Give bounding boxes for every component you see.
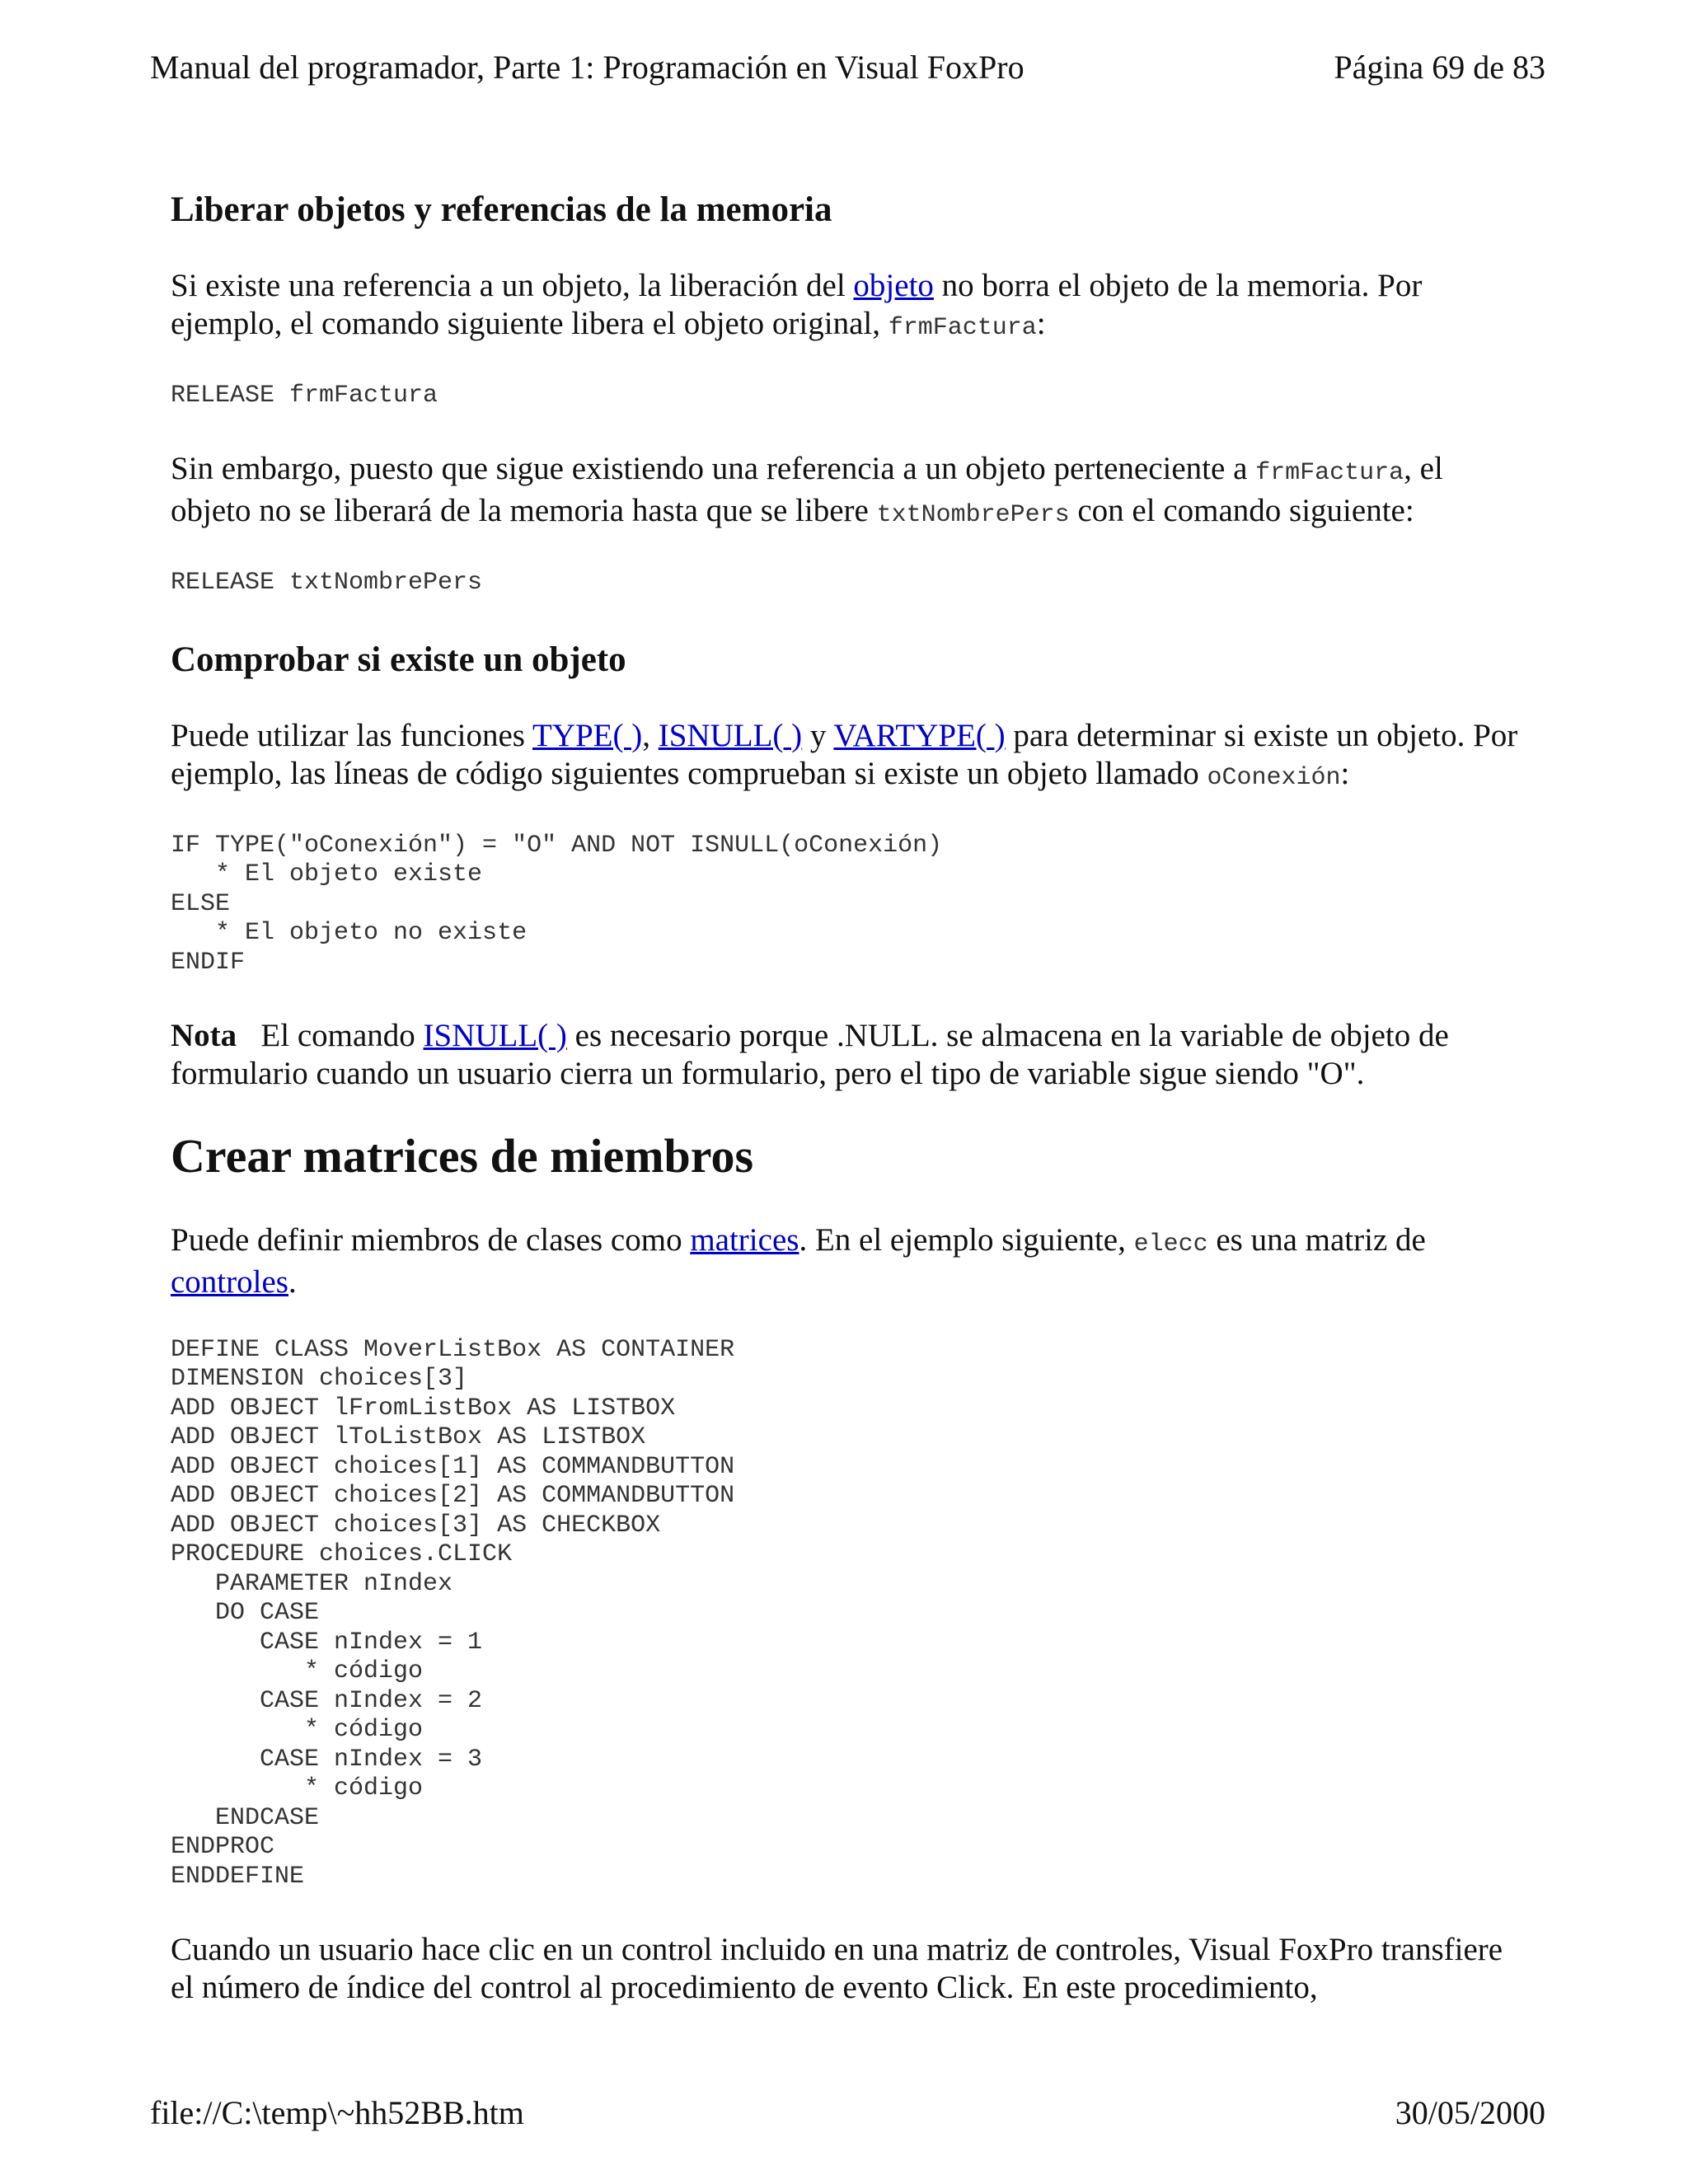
text: : (1036, 305, 1046, 341)
text: Puede definir miembros de clases como (171, 1221, 691, 1258)
inline-code-oconexion: oConexión (1207, 763, 1341, 792)
file-path: file://C:\temp\~hh52BB.htm (150, 2094, 524, 2131)
text: Sin embargo, puesto que sigue existiendo una referencia a un objeto perteneciente a (171, 451, 1256, 487)
text: para determinar si existe un objeto. Por ejemplo, las líneas de código siguientes comprueban si existe un objeto llamado (171, 717, 1518, 791)
code-block-release-frmfactura: RELEASE frmFactura (171, 381, 438, 410)
page-footer (150, 2093, 1545, 2132)
text: Puede utilizar las funciones (171, 717, 532, 753)
section-heading-liberar: Liberar objetos y referencias de la memoria (171, 190, 832, 229)
link-controles[interactable]: controles (171, 1263, 288, 1300)
link-vartype[interactable]: VARTYPE( ) (833, 717, 1006, 753)
section-heading-comprobar: Comprobar si existe un objeto (171, 640, 626, 679)
document-title: Manual del programador, Parte 1: Programación en Visual FoxPro (150, 49, 1025, 86)
print-date: 30/05/2000 (1395, 2094, 1545, 2131)
link-isnull[interactable]: ISNULL( ) (658, 717, 803, 753)
page-content (171, 188, 1522, 2041)
page-number: Página 69 de 83 (1334, 49, 1545, 86)
link-isnull-note[interactable]: ISNULL( ) (423, 1018, 567, 1053)
note-paragraph (171, 1017, 1522, 1093)
link-matrices[interactable]: matrices (690, 1221, 799, 1258)
text: es necesario porque .NULL. se almacena en la variable de objeto de formulario cuando un usuario cierra un formulario, pero el tipo de variable sigue siendo "O". (171, 1018, 1449, 1091)
text: con el comando siguiente: (1069, 493, 1414, 529)
inline-code-txtnombrepers: txtNombrePers (876, 501, 1070, 530)
code-block-release-txtnombrepers: RELEASE txtNombrePers (171, 569, 483, 598)
text: , (642, 717, 659, 753)
inline-code-frmfactura: frmFactura (1255, 459, 1404, 488)
paragraph-matrices-click: Cuando un usuario hace clic en un control incluido en una matriz de controles, Visual FoxPro transfiere el número de índice del control al procedimiento de evento Click. En este procedimiento, (171, 1932, 1503, 2006)
text: . (288, 1263, 297, 1300)
note-label: Nota (171, 1018, 237, 1053)
paragraph-liberar-detalle (171, 450, 1522, 534)
paragraph-liberar-intro (171, 267, 1522, 347)
text: , el objeto no se liberará de la memoria hasta que se libere (171, 451, 1443, 529)
link-objeto[interactable]: objeto (853, 267, 934, 303)
text: . En el ejemplo siguiente, (799, 1221, 1134, 1258)
inline-code-elecc: elecc (1133, 1230, 1208, 1258)
code-block-type-check: IF TYPE("oConexión") = "O" AND NOT ISNULL(oConexión) * El objeto existe ELSE * El objeto no existe ENDIF (171, 831, 943, 977)
code-block-moverlistbox: DEFINE CLASS MoverListBox AS CONTAINER DIMENSION choices[3] ADD OBJECT lFromListBox AS LISTBOX ADD OBJECT lToListBox AS LISTBOX ADD OBJECT choices[1] AS COMMANDBUTTON ADD OBJECT choices[2] AS COMMANDBUTTON ADD OBJECT choices[3] AS CHECKBOX PROCEDURE choices.CLICK PARAMETER nIndex DO CASE CASE nIndex = 1 * código CASE nIndex = 2 * código CASE nIndex = 3 * código ENDCASE ENDPROC ENDDEFINE (171, 1335, 735, 1891)
inline-code-frmfactura: frmFactura (888, 313, 1037, 342)
link-type[interactable]: TYPE( ) (532, 717, 643, 753)
text: Si existe una referencia a un objeto, la liberación del (171, 267, 854, 303)
paragraph-comprobar-intro (171, 717, 1522, 797)
text: es una matriz de (1207, 1221, 1426, 1258)
paragraph-matrices-intro (171, 1221, 1522, 1301)
section-heading-matrices: Crear matrices de miembros (171, 1129, 754, 1183)
text: : (1340, 755, 1350, 791)
page-header (150, 48, 1545, 87)
text: y (802, 717, 834, 753)
text: no borra el objeto de la memoria. Por ejemplo, el comando siguiente libera el objeto original, (171, 267, 1423, 341)
text: El comando (237, 1018, 424, 1053)
